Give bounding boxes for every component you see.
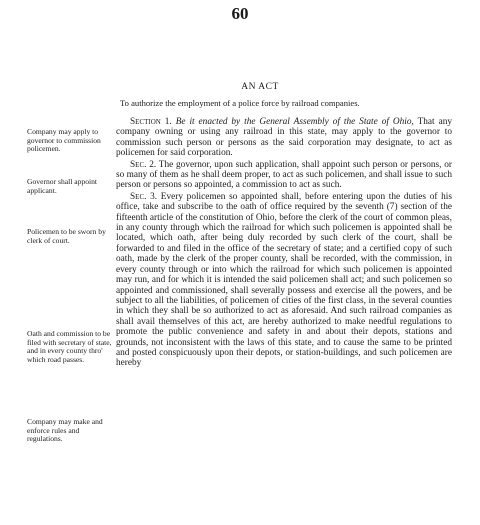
- section-text: The governor, upon such application, shall appoint such person or persons, or so many of them as he shall deem proper, to act as such policemen, and shall issue to such person or persons so appointed, a commission to act as such.: [116, 159, 452, 191]
- act-body: [116, 117, 452, 370]
- margin-note-commission: Company may apply to governor to commission policemen.: [27, 127, 101, 154]
- margin-note-sworn: Policemen to be sworn by clerk of court.: [27, 227, 106, 245]
- margin-note-appoint: Governor shall appoint applicant.: [27, 177, 98, 195]
- section-text: That any company owning or using any railroad in this state, may apply to the governor to commission such person or persons as the said corporation may designate, to act as policemen for said corporation.: [116, 117, 452, 159]
- section-label: Sec. 2.: [130, 159, 157, 170]
- section-1: [116, 117, 452, 159]
- enacting-clause: Be it enacted by the General Assembly of the State of Ohio,: [175, 117, 414, 127]
- section-3: [116, 192, 452, 369]
- page-number: 60: [231, 4, 249, 23]
- act-title: AN ACT: [241, 82, 279, 92]
- act-subtitle: To authorize the employment of a police force by railroad companies.: [120, 98, 360, 108]
- section-2: [116, 160, 452, 191]
- margin-note-regulations: Company may make and enforce rules and regulations.: [27, 417, 103, 444]
- margin-note-oath-filing: Oath and commission to be filed with secretary of state, and in every county thro' which road passes.: [27, 329, 112, 364]
- section-text: Every policemen so appointed shall, before entering upon the duties of his office, take and subscribe to the oath of office required by the seventh (7) section of the fifteenth article of the constitution of Ohio, before the clerk of the court of common pleas, in any county through which the railroad for which such policemen is appointed shall be located, which oath, after being duly recorded by such clerk of the court, shall be forwarded to and filed in the office of the secretary of state; and a certified copy of such oath, made by the clerk of the proper county, shall be recorded, with the commission, in every county through or into which the railroad for which such policemen is appointed may run, and for which it is intended the said policemen shall act; and such policemen so appointed and commissioned, shall severally possess and exercise all the powers, and be subject to all the liabilities, of policemen of cities of the first class, in the several counties in which they shall be so authorized to act as aforesaid. And such railroad companies as shall avail themselves of this act, are hereby authorized to make needful regulations to promote the public convenience and safety in and about their depots, stations and grounds, not inconsistent with the laws of this state, and to cause the same to be printed and posted conspicuously upon their depots, or station-buildings, and such policemen are hereby: [116, 191, 452, 369]
- section-label: Section 1.: [130, 117, 172, 127]
- section-label: Sec. 3.: [130, 191, 158, 202]
